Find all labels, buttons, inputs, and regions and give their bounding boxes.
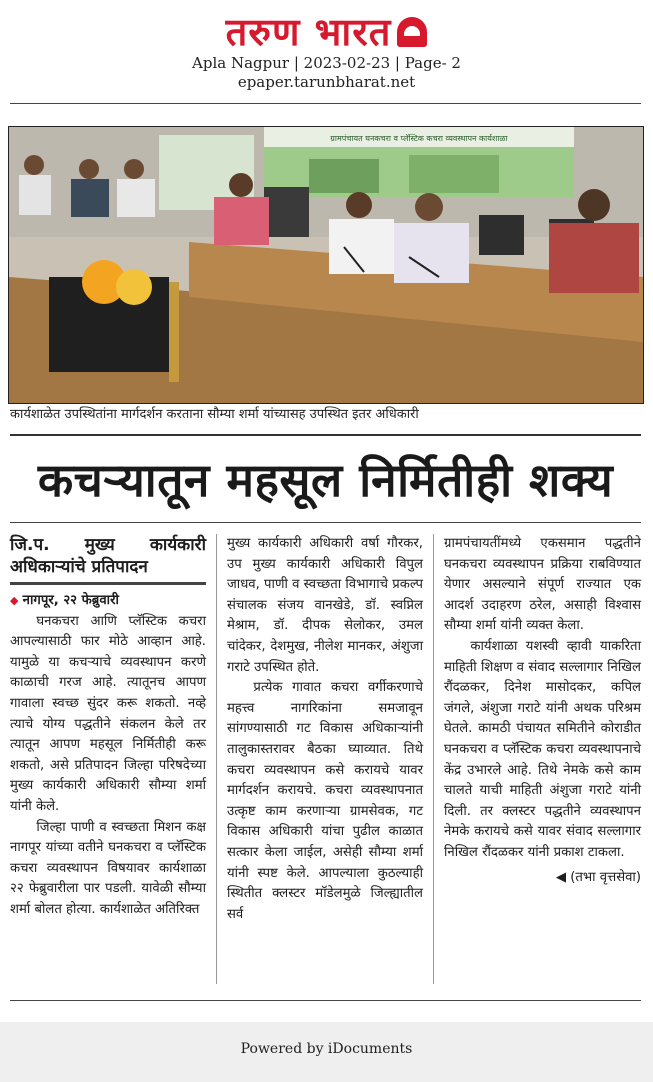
article-column-2: [227, 534, 423, 925]
footer: [0, 1022, 653, 1082]
article-column-3: [444, 534, 641, 888]
dateline: नागपूर, २२ फेब्रुवारी: [22, 593, 119, 608]
site-url[interactable]: epaper.tarunbharat.net: [237, 73, 416, 91]
news-credit: [444, 868, 641, 889]
col3-paragraph-1: ग्रामपंचायतींमध्ये एकसमान पद्धतीने घनकचरा व्यवस्थापन प्रक्रिया राबविण्यात येणार असल्याने संपूर्ण राज्यात एक आदर्श उदाहरण ठरेल, असाही विश्वास सौम्या शर्मा यांनी व्यक्त केला.: [444, 536, 641, 634]
photo-caption: कार्यशाळेत उपस्थितांना मार्गदर्शन करताना सौम्या शर्मा यांच्यासह उपस्थित इतर अधिकारी: [10, 407, 419, 422]
col3-paragraph-2: कार्यशाळा यशस्वी व्हावी याकरिता माहिती शिक्षण व संवाद सल्लागार निखिल रौंदळकर, दिनेश मासोदकर, कपिल जंगले, अंशुजा गराटे यांनी अथक परिश्रम घेतले. कामठी पंचायत समितीने कोराडीत घनकचरा व प्लॅस्टिक कचरा व्यवस्थापनाचे केंद्र उभारले आहे. तिथे नेमके कसे काम चालते याची माहिती अंशुजा गराटे यांनी दिली. तर क्लस्टर पद्धतीने व्यवस्थापन नेमके करायचे कसे यावर संवाद सल्लागार निखिल रौंदळकर यांनी प्रकाश टाकला.: [444, 638, 641, 860]
dateline-paragraph: [10, 591, 206, 612]
credit-text: (तभा वृत्तसेवा): [570, 869, 641, 885]
logo-text: तरुण भारत: [225, 10, 392, 54]
article-column-1: [10, 534, 206, 921]
edition-meta: Apla Nagpur | 2023-02-23 | Page- 2: [192, 54, 461, 72]
triangle-marker-icon: ◀: [555, 869, 566, 885]
col2-paragraph-2: प्रत्येक गावात कचरा वर्गीकरणाचे महत्त्व नागरिकांना समजावून सांगण्यासाठी गट विकास अधिकाऱ्यांनी तालुकास्तरावर बैठका घ्याव्यात. तिथे कचरा व्यवस्थापन कसे करायचे यावर मार्गदर्शन करायचे. कचरा व्यवस्थापनात उत्कृष्ट काम करणाऱ्या ग्रामसेवक, गट विकास अधिकारी यांचा पुढील काळात सत्कार केला जाईल, असेही सौम्या शर्मा यांनी स्पष्ट केले. आपल्याला कुठल्याही स्थितीत क्लस्टर मॉडेलमुळे जिल्ह्यातील सर्व: [227, 680, 423, 922]
col2-paragraph-1: मुख्य कार्यकारी अधिकारी वर्षा गौरकर, उप मुख्य कार्यकारी अधिकारी विपुल जाधव, पाणी व स्वच्छता विभागाचे प्रकल्प संचालक संजय वानखेडे, डॉ. स्वप्निल मेश्राम, डॉ. दीपक सेलोकर, उमल चांदेकर, देशमुख, नीलेश मानकर, अंशुजा गराटे उपस्थित होते.: [227, 536, 423, 675]
article-subheadline: जि.प. मुख्य कार्यकारी अधिकाऱ्यांचे प्रतिपादन: [10, 534, 206, 585]
article-bottom-divider: [10, 1000, 641, 1001]
column-divider: [216, 534, 217, 984]
col1-paragraph-2: जिल्हा पाणी व स्वच्छता मिशन कक्ष नागपूर यांच्या वतीने घनकचरा व प्लॅस्टिक कचरा व्यवस्थापन विषयावर कार्यशाळा २२ फेब्रुवारीला पार पडली. यावेळी सौम्या शर्मा बोलत होत्या. कार्यशाळेत अतिरिक्त: [10, 819, 206, 917]
article-photo: [8, 126, 644, 404]
column-divider: [433, 534, 434, 984]
banner-text: ग्रामपंचायत घनकचरा व प्लॅस्टिक कचरा व्यवस्थापन कार्यशाळा: [330, 134, 508, 143]
caption-divider: [10, 434, 641, 436]
newspaper-logo[interactable]: [226, 10, 428, 54]
diamond-bullet-icon: ◆: [10, 594, 19, 607]
article-headline: कचऱ्यातून महसूल निर्मितीही शक्य: [37, 453, 614, 507]
col1-paragraph-1: घनकचरा आणि प्लॅस्टिक कचरा आपल्यासाठी फार मोठे आव्हान आहे. यामुळे या कचऱ्याचे व्यवस्थापन करणे काळाची गरज आहे. त्यातूनच आपण गावाला स्वच्छ सुंदर करू शकतो. नव्हे त्याचे योग्य पद्धतीने संकलन केले तर त्यातून आपण महसूल निर्मितीही करू शकतो, असे प्रतिपादन जिल्हा परिषदेच्या मुख्य कार्यकारी अधिकारी सौम्या शर्मा यांनी केले.: [10, 613, 206, 814]
header-divider: [10, 103, 641, 104]
headline-divider: [10, 522, 641, 523]
powered-by-link[interactable]: Powered by iDocuments: [240, 1041, 413, 1057]
masthead: [0, 10, 653, 92]
logo-emblem-icon: [397, 17, 427, 47]
